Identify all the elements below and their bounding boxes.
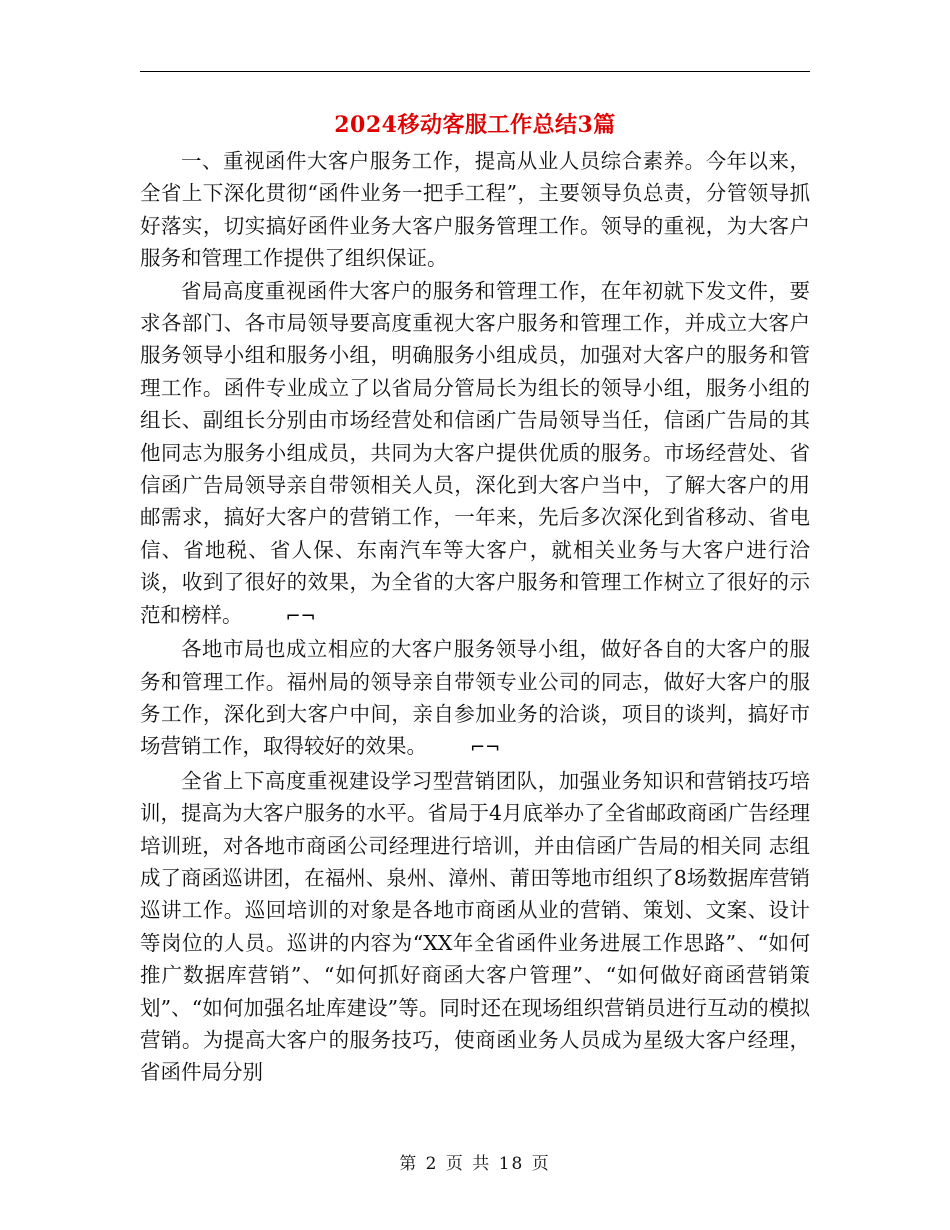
- paragraph-text: 全省上下高度重视建设学习型营销团队，加强业务知识和营销技巧培训，提高为大客户服务的水平。省局于4月底举办了全省邮政商函广告经理培训班，对各地市商函公司经理进行培训，并由信函广告局的相关同 志组成了商函巡讲团，在福州、泉州、漳州、莆田等地市组织了8场数据库营销巡讲工作。巡回培训的对象是各地市商函从业的营销、策划、文案、设计等岗位的人员。巡讲的内容为“XX年全省函件业务进展工作思路”、“如何推广数据库营销”、“如何抓好商函大客户管理”、“如何做好商函营销策划”、“如何加强名址库建设”等。同时还在现场组织营销员进行互动的模拟营销。为提高大客户的服务技巧，使商函业务人员成为星级大客户经理，省函件局分别: [140, 768, 810, 1085]
- paragraph-text: 各地市局也成立相应的大客户服务领导小组，做好各自的大客户的服务和管理工作。福州局的领导亲自带领专业公司的同志，做好大客户的服务工作，深化到大客户中间，亲自参加业务的洽谈，项目的谈判，搞好市场营销工作，取得较好的效果。: [140, 637, 810, 759]
- paragraph-2: [140, 275, 810, 633]
- paragraph-1: [140, 145, 810, 275]
- document-body: [140, 145, 810, 1089]
- paragraph-text: 一、重视函件大客户服务工作，提高从业人员综合素养。今年以来，全省上下深化贯彻“函件业务一把手工程”，主要领导负总责，分管领导抓好落实，切实搞好函件业务大客户服务管理工作。领导的重视，为大客户服务和管理工作提供了组织保证。: [140, 149, 810, 271]
- paragraph-3: [140, 633, 810, 765]
- paragraph-end-mark-icon: ⌐¬: [470, 737, 501, 759]
- header-rule: [140, 71, 810, 72]
- paragraph-text: 省局高度重视函件大客户的服务和管理工作，在年初就下发文件，要求各部门、各市局领导要高度重视大客户服务和管理工作，并成立大客户服务领导小组和服务小组，明确服务小组成员，加强对大客户的服务和管理工作。函件专业成立了以省局分管局长为组长的领导小组，服务小组的组长、副组长分别由市场经营处和信函广告局领导当任，信函广告局的其他同志为服务小组成员，共同为大客户提供优质的服务。市场经营处、省信函广告局领导亲自带领相关人员，深化到大客户当中，了解大客户的用邮需求，搞好大客户的营销工作，一年来，先后多次深化到省移动、省电信、省地税、省人保、东南汽车等大客户，就相关业务与大客户进行洽谈，收到了很好的效果，为全省的大客户服务和管理工作树立了很好的示范和榜样。: [140, 278, 810, 627]
- document-title: 2024移动客服工作总结3篇: [334, 112, 616, 138]
- page-footer: 第 2 页 共 18 页: [399, 1154, 551, 1174]
- paragraph-4: [140, 765, 810, 1089]
- paragraph-end-mark-icon: ⌐¬: [285, 605, 316, 627]
